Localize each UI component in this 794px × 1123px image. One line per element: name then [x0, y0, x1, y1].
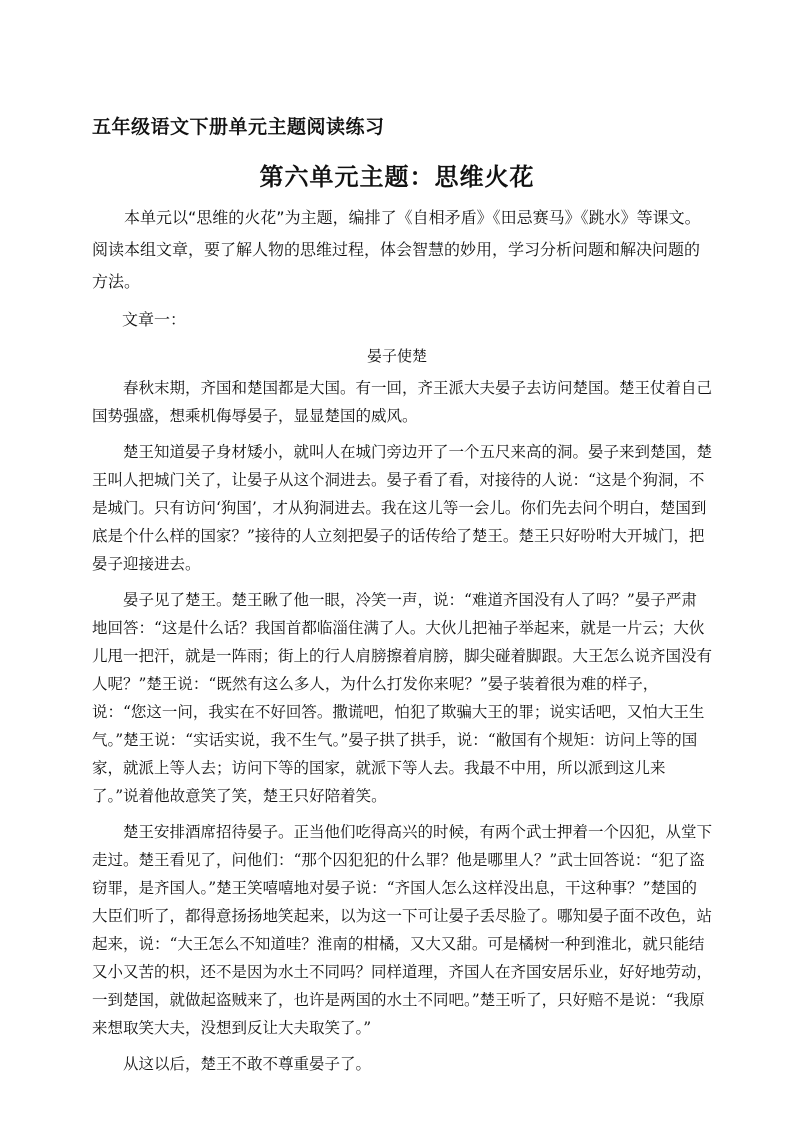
document-title: 五年级语文下册单元主题阅读练习	[92, 116, 385, 138]
intro-paragraph: 本单元以“思维的火花”为主题，编排了《自相矛盾》《田忌赛马》《跳水》等课文。阅读本组文章，要了解人物的思维过程，体会智慧的妙用，学习分析问题和解决问题的方法。	[92, 208, 701, 291]
article-paragraph: 从这以后，楚王不敢不尊重晏子了。	[123, 1055, 372, 1073]
article-body	[92, 374, 712, 1078]
article-paragraph: 春秋末期，齐国和楚国都是大国。有一回，齐王派大夫晏子去访问楚国。楚王仗着自己国势强盛，想乘机侮辱晏子，显显楚国的威风。	[92, 379, 713, 425]
article-label: 文章一：	[122, 310, 187, 329]
article-paragraph: 晏子见了楚王。楚王瞅了他一眼，冷笑一声，说：“难道齐国没有人了吗？”晏子严肃地回答：“这是什么话？我国首都临淄住满了人。大伙儿把袖子举起来，就是一片云；大伙儿甩一把汗，就是一阵雨；街上的行人肩膀擦着肩膀，脚尖碰着脚跟。大王怎么说齐国没有人呢？”楚王说：“既然有这么多人，为什么打发你来呢？”晏子装着很为难的样子，说：“您这一问，我实在不好回答。撒谎吧，怕犯了欺骗大王的罪；说实话吧，又怕大王生气。”楚王说：“实话实说，我不生气。”晏子拱了拱手，说：“敝国有个规矩：访问上等的国家，就派上等人去；访问下等的国家，就派下等人去。我最不中用，所以派到这儿来了。”说着他故意笑了笑，楚王只好陪着笑。	[92, 591, 713, 805]
article-paragraph: 楚王知道晏子身材矮小，就叫人在城门旁边开了一个五尺来高的洞。晏子来到楚国，楚王叫人把城门关了，让晏子从这个洞进去。晏子看了看，对接待的人说：“这是个狗洞，不是城门。只有访问‘狗国’，才从狗洞进去。我在这儿等一会儿。你们先去问个明白，楚国到底是个什么样的国家？”接待的人立刻把晏子的话传给了楚王。楚王只好吩咐大开城门，把晏子迎接进去。	[92, 443, 713, 573]
article-paragraph: 楚王安排酒席招待晏子。正当他们吃得高兴的时候，有两个武士押着一个囚犯，从堂下走过。楚王看见了，问他们：“那个囚犯犯的什么罪？他是哪里人？”武士回答说：“犯了盗窃罪，是齐国人。”楚王笑嘻嘻地对晏子说：“齐国人怎么这样没出息，干这种事？”楚国的大臣们听了，都得意扬扬地笑起来，以为这一下可让晏子丢尽脸了。哪知晏子面不改色，站起来，说：“大王怎么不知道哇？淮南的柑橘，又大又甜。可是橘树一种到淮北，就只能结又小又苦的枳，还不是因为水土不同吗？同样道理，齐国人在齐国安居乐业，好好地劳动，一到楚国，就做起盗贼来了，也许是两国的水土不同吧。”楚王听了，只好赔不是说：“我原来想取笑大夫，没想到反让大夫取笑了。”	[92, 823, 713, 1037]
unit-title: 第六单元主题：思维火花	[259, 163, 535, 191]
article-title: 晏子使楚	[366, 347, 427, 365]
